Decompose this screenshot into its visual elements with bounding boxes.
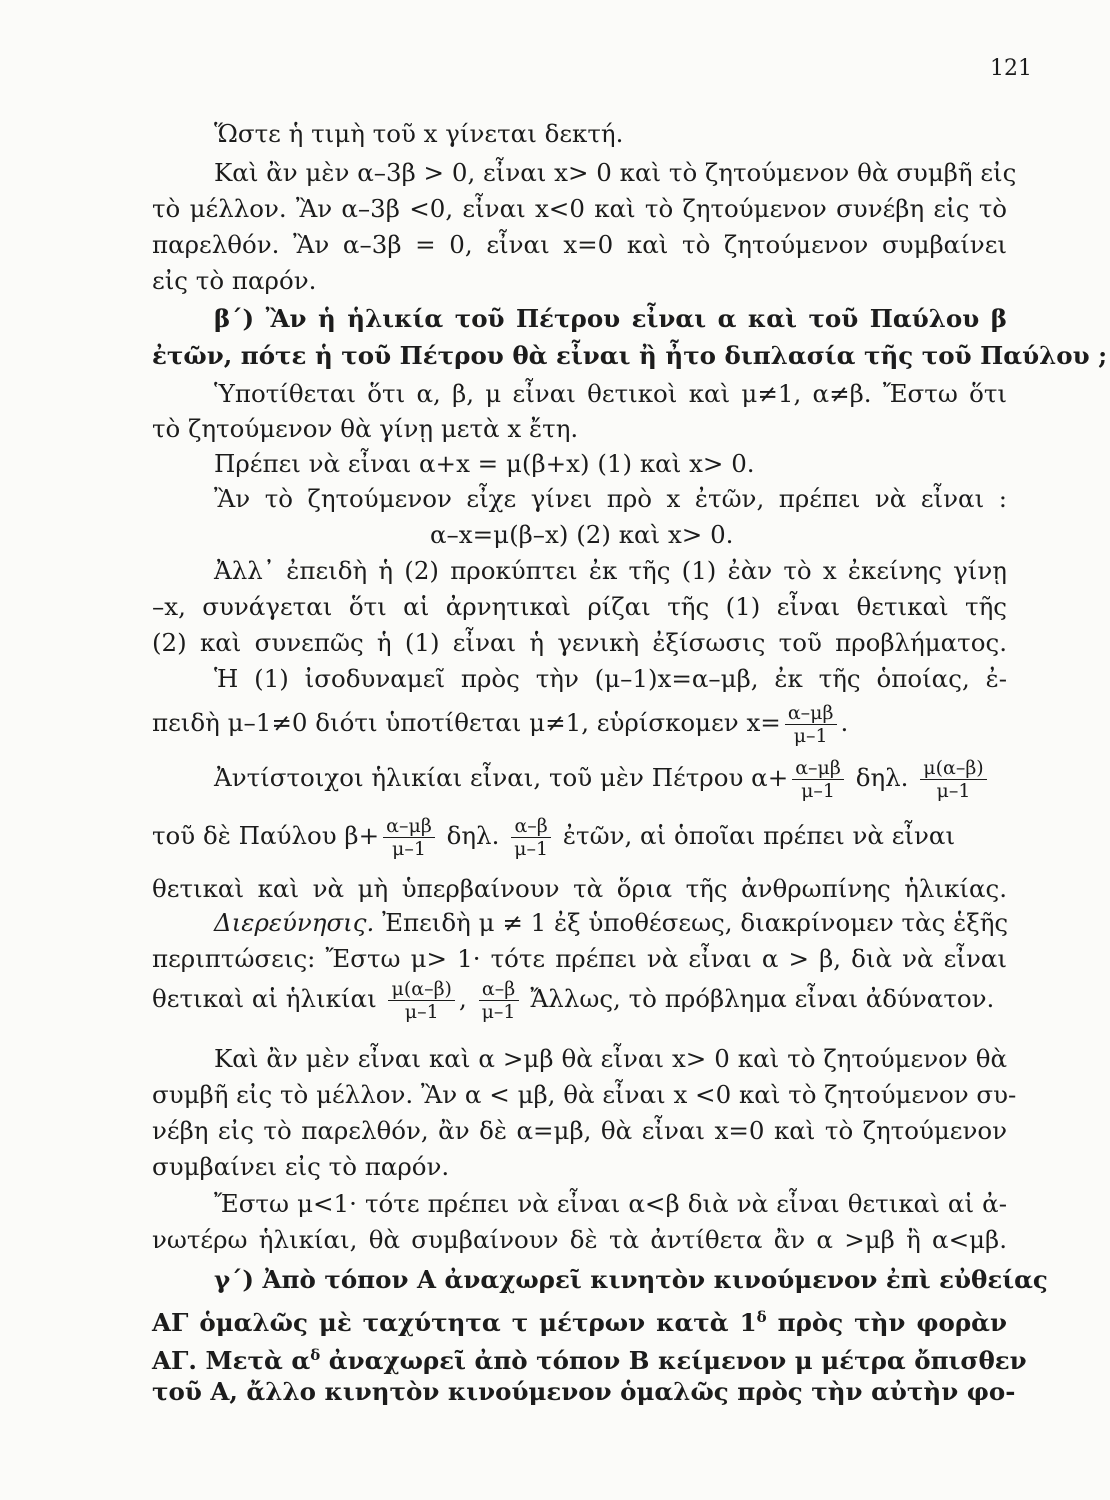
text-segment: πρὸς τὴν φορὰν — [766, 1308, 1008, 1338]
denominator: μ–1 — [383, 837, 435, 860]
text-line: Ἂν τὸ ζητούμενον εἶχε γίνει πρὸ x ἐτῶν, πρέπει νὰ εἶναι : — [214, 484, 1007, 513]
text-line: Ἔστω μ<1· τότε πρέπει νὰ εἶναι α<β διὰ νὰ εἶναι θετικαὶ αἱ ἀ- — [214, 1189, 1007, 1218]
problem-heading — [152, 1300, 1008, 1338]
fraction — [920, 757, 987, 802]
equation-line: Πρέπει νὰ εἶναι α+x = μ(β+x) (1) καὶ x> 0. — [214, 449, 755, 478]
text-segment: ἀναχωρεῖ ἀπὸ τόπον Β κείμενον μ μέτρα ὄπισθεν — [320, 1346, 1027, 1376]
numerator: α–β — [514, 815, 548, 837]
text-line: θετικαὶ καὶ νὰ μὴ ὑπερβαίνουν τὰ ὅρια τῆς ἀνθρωπίνης ἡλικίας. — [152, 874, 1007, 903]
numerator: α–μβ — [787, 702, 834, 724]
fraction — [479, 978, 519, 1023]
numerator: α–β — [481, 978, 516, 1000]
problem-heading: ἐτῶν, πότε ἡ τοῦ Πέτρου θὰ εἶναι ἢ ἦτο διπλασία τῆς τοῦ Παύλου ; — [152, 341, 1108, 370]
text-segment: ΑΓ ὁμαλῶς μὲ ταχύτητα τ μέτρων κατὰ 1 — [152, 1308, 757, 1338]
text-line: Καὶ ἂν μὲν εἶναι καὶ α >μβ θὰ εἶναι x> 0 καὶ τὸ ζητούμενον θὰ — [214, 1044, 1007, 1073]
fraction — [383, 815, 435, 860]
text-line: (2) καὶ συνεπῶς ἡ (1) εἶναι ἡ γενικὴ ἐξίσωσις τοῦ προβλήματος. — [152, 628, 1007, 657]
text-line: Ἀλλ᾽ ἐπειδὴ ἡ (2) προκύπτει ἐκ τῆς (1) ἐὰν τὸ x ἐκείνης γίνῃ — [214, 556, 1007, 585]
text-segment: , — [458, 984, 467, 1013]
text-segment: πειδὴ μ–1≠0 διότι ὑποτίθεται μ≠1, εὑρίσκομεν x= — [152, 708, 781, 737]
denominator: μ–1 — [388, 1000, 455, 1023]
fraction — [388, 978, 455, 1023]
text-line — [214, 906, 1007, 940]
formula-line — [152, 702, 1007, 750]
text-line: νωτέρω ἡλικίαι, θὰ συμβαίνουν δὲ τὰ ἀντίθετα ἂν α >μβ ἢ α<μβ. — [152, 1225, 1007, 1254]
denominator: μ–1 — [920, 779, 987, 802]
text-segment: Ἀντίστοιχοι ἡλικίαι εἶναι, τοῦ μὲν Πέτρου α+ — [214, 763, 789, 792]
text-segment: θετικαὶ αἱ ἡλικίαι — [152, 984, 377, 1013]
problem-heading: γ΄) Ἀπὸ τόπον Α ἀναχωρεῖ κινητὸν κινούμενον ἐπὶ εὐθείας — [214, 1265, 1048, 1294]
text-line: –x, συνάγεται ὅτι αἱ ἀρνητικαὶ ρίζαι τῆς (1) εἶναι θετικαὶ τῆς — [152, 592, 1007, 621]
text-line: εἰς τὸ παρόν. — [152, 266, 317, 295]
page-number: 121 — [990, 56, 1032, 81]
equation-line: α–x=μ(β–x) (2) καὶ x> 0. — [430, 520, 734, 549]
superscript: δ — [756, 1308, 767, 1326]
fraction — [785, 702, 837, 747]
denominator: μ–1 — [479, 1000, 519, 1023]
numerator: μ(α–β) — [391, 978, 452, 1000]
problem-heading: τοῦ Α, ἄλλο κινητὸν κινούμενον ὁμαλῶς πρὸς τὴν αὐτὴν φο- — [152, 1377, 1016, 1406]
text-line: παρελθόν. Ἂν α–3β = 0, εἶναι x=0 καὶ τὸ ζητούμενον συμβαίνει — [152, 230, 1007, 259]
numerator: α–μβ — [795, 757, 841, 779]
text-segment: τοῦ δὲ Παύλου β+ — [152, 821, 380, 850]
text-line: Ὑποτίθεται ὅτι α, β, μ εἶναι θετικοὶ καὶ μ≠1, α≠β. Ἔστω ὅτι — [214, 379, 1007, 408]
problem-heading — [152, 1338, 1027, 1376]
denominator: μ–1 — [792, 779, 844, 802]
text-line: νέβη εἰς τὸ παρελθόν, ἂν δὲ α=μβ, θὰ εἶναι x=0 καὶ τὸ ζητούμενον — [152, 1116, 1007, 1145]
text-segment: Ἄλλως, τὸ πρόβλημα εἶναι ἀδύνατον. — [530, 984, 995, 1013]
text-line: τὸ ζητούμενον θὰ γίνῃ μετὰ x ἔτη. — [152, 414, 579, 443]
numerator: μ(α–β) — [923, 757, 984, 779]
text-line: περιπτώσεις: Ἔστω μ> 1· τότε πρέπει νὰ εἶναι α > β, διὰ νὰ εἶναι — [152, 944, 1007, 973]
problem-heading: β΄) Ἂν ἡ ἡλικία τοῦ Πέτρου εἶναι α καὶ τοῦ Παύλου β — [214, 304, 1007, 333]
fraction — [511, 815, 551, 860]
text-segment: . — [840, 708, 849, 737]
text-line: Ὥστε ἡ τιμὴ τοῦ x γίνεται δεκτή. — [214, 119, 624, 148]
text-segment: ΑΓ. Μετὰ α — [152, 1346, 311, 1376]
text-segment: δηλ. — [446, 821, 500, 850]
denominator: μ–1 — [511, 837, 551, 860]
text-line: Ἡ (1) ἰσοδυναμεῖ πρὸς τὴν (μ–1)x=α–μβ, ἐκ τῆς ὁποίας, ἐ- — [214, 664, 1007, 693]
text-segment: Ἐπειδὴ μ ≠ 1 ἐξ ὑποθέσεως, διακρίνομεν τὰς ἑξῆς — [382, 908, 1009, 937]
fraction — [792, 757, 844, 802]
formula-line — [214, 757, 1007, 805]
text-segment: ἐτῶν, αἱ ὁποῖαι πρέπει νὰ εἶναι — [562, 821, 956, 850]
text-line: Καὶ ἂν μὲν α–3β > 0, εἶναι x> 0 καὶ τὸ ζητούμενον θὰ συμβῆ εἰς — [214, 158, 1017, 187]
text-segment: δηλ. — [855, 763, 909, 792]
superscript: δ — [310, 1346, 321, 1364]
text-line: τὸ μέλλον. Ἂν α–3β <0, εἶναι x<0 καὶ τὸ ζητούμενον συνέβη εἰς τὸ — [152, 194, 1007, 223]
formula-line — [152, 815, 1007, 863]
text-line: συμβαίνει εἰς τὸ παρόν. — [152, 1152, 450, 1181]
section-label: Διερεύνησις. — [214, 908, 375, 937]
numerator: α–μβ — [386, 815, 432, 837]
formula-line — [152, 978, 1007, 1026]
text-line: συμβῆ εἰς τὸ μέλλον. Ἂν α < μβ, θὰ εἶναι x <0 καὶ τὸ ζητούμενον συ- — [152, 1080, 1017, 1109]
denominator: μ–1 — [785, 724, 837, 747]
